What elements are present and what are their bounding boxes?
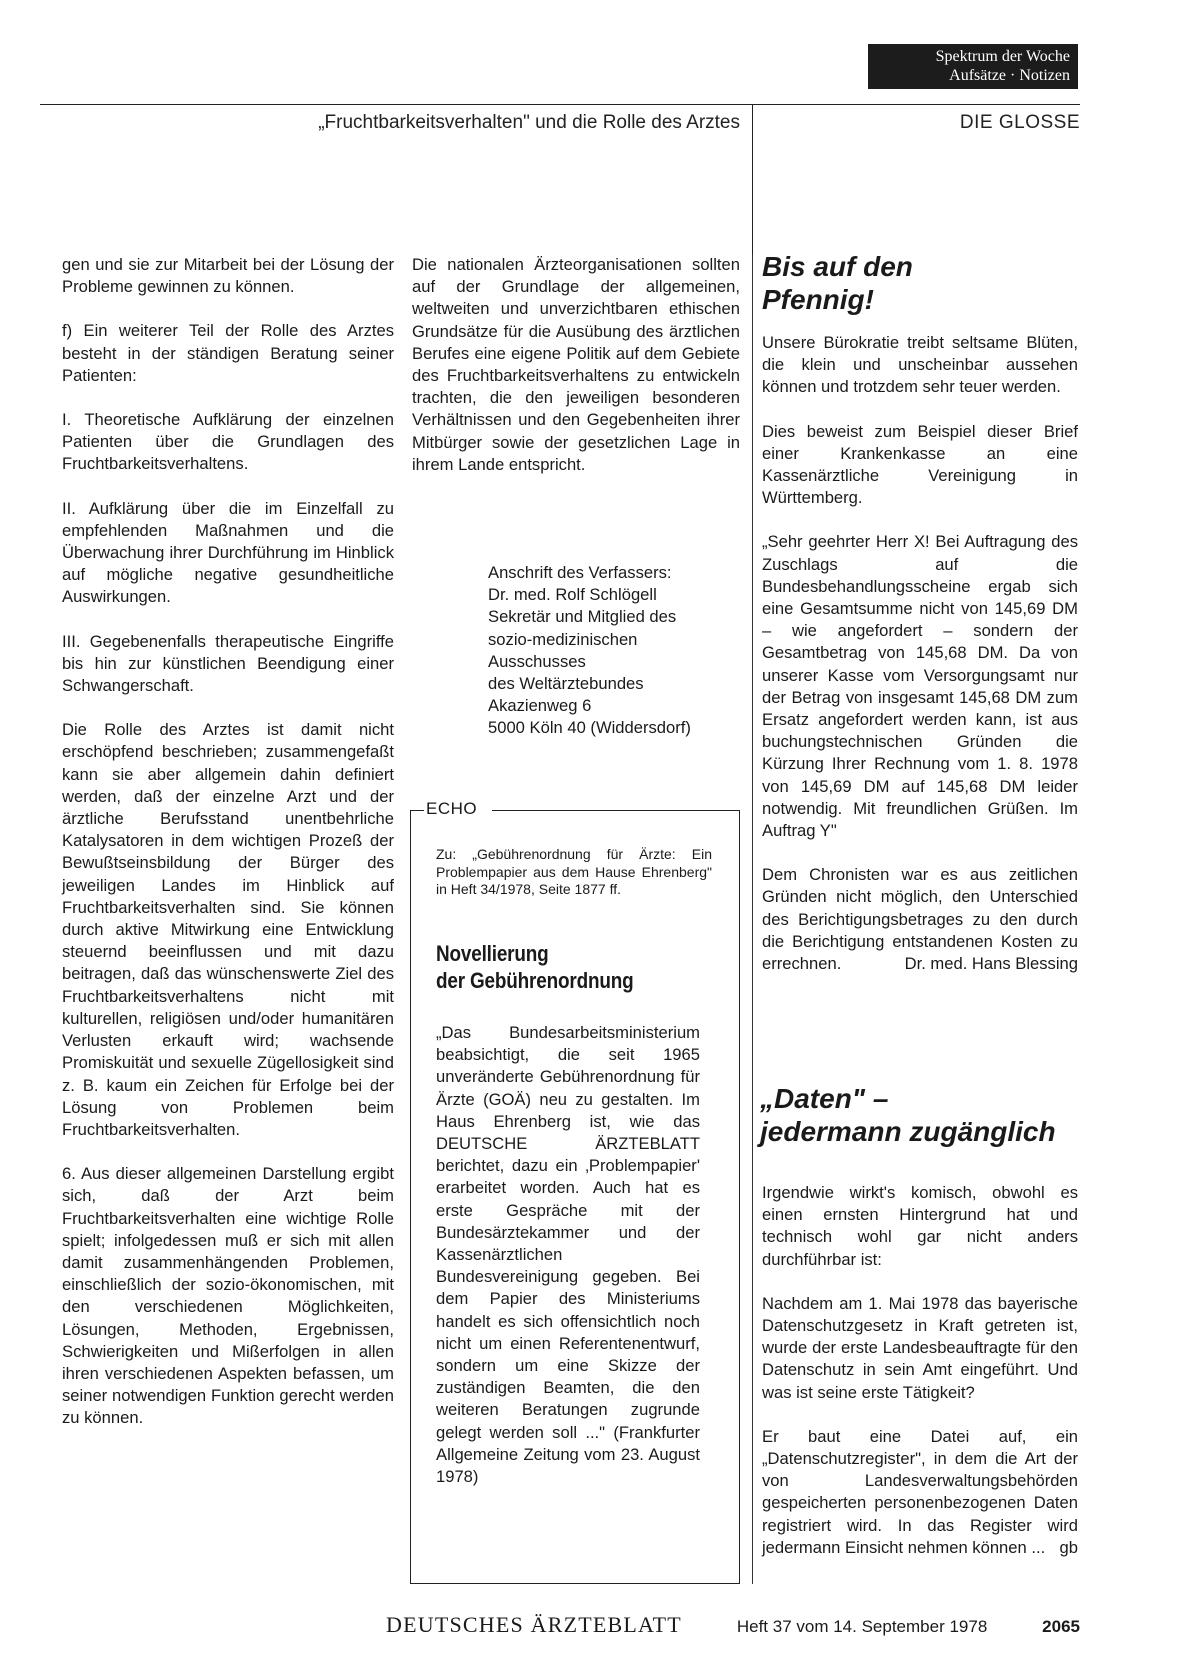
paragraph-text: Dem Chronisten war es aus zeitlichen Gründen nicht möglich, den Unterschied des Berichtigungsbetrages zu den durch die Berichtigung entstandenen Kosten zu errechnen. <box>762 865 1078 974</box>
paragraph: Die nationalen Ärzteorganisationen sollten auf der Grundlage der allgemeinen, weltweiten und unverzichtbaren ethischen Grundsätze für die Ausübung des ärztlichen Berufes eine eigene Politik auf dem Gebiete des Fruchtbarkeitsverhaltens zu entwickeln trachten, die den jeweiligen besonderen Verhältnissen und den Gegebenheiten ihrer Mitbürger sowie der gesetzlichen Lage in ihrem Lande entspricht. <box>412 255 740 474</box>
glosse-heading-line: „Daten" – <box>760 1083 889 1114</box>
paragraph: f) Ein weiterer Teil der Rolle des Arztes besteht in der ständigen Beratung seiner Patienten: <box>62 321 394 385</box>
echo-reference: Zu: „Gebührenordnung für Ärzte: Ein Problempapier aus dem Hause Ehrenberg" in Heft 34/1978, Seite 1877 ff. <box>436 846 712 897</box>
paragraph: gen und sie zur Mitarbeit bei der Lösung der Probleme gewinnen zu können. <box>62 255 394 297</box>
header-column-divider <box>752 104 753 254</box>
echo-box-top-rule <box>492 810 740 811</box>
header-rule <box>40 104 1080 105</box>
badge-line-1: Spektrum der Woche <box>935 48 1070 65</box>
paragraph: I. Theoretische Aufklärung der einzelnen Patienten über die Grundlagen des Fruchtbarkeitsverhaltens. <box>62 410 394 474</box>
glosse-2-body <box>762 1182 1078 1581</box>
echo-heading <box>436 940 685 994</box>
issue-info: Heft 37 vom 14. September 1978 <box>736 1617 988 1636</box>
address-line: Sekretär und Mitglied des <box>488 607 677 627</box>
address-line: Dr. med. Rolf Schlögell <box>488 585 657 605</box>
paragraph: Irgendwie wirkt's komisch, obwohl es einen ernsten Hintergrund hat und technisch wohl gar nicht anders durchführbar ist: <box>762 1183 1078 1269</box>
author-signature: gb <box>1059 1537 1078 1557</box>
section-title: DIE GLOSSE <box>959 112 1080 133</box>
address-line: 5000 Köln 40 (Widdersdorf) <box>488 718 691 738</box>
paragraph-text: Er baut eine Datei auf, ein „Datenschutzregister", in dem die Art der von Landesverwaltungsbehörden gespeicherten personenbezogenen Daten registriert wird. In das Register wird jedermann Einsicht nehmen können ... <box>762 1426 1078 1557</box>
column-divider <box>752 254 753 1584</box>
paragraph: III. Gegebenenfalls therapeutische Eingriffe bis hin zur künstlichen Beendigung einer Schwangerschaft. <box>62 631 394 696</box>
address-line: Akazienweg 6 <box>488 696 592 716</box>
paragraph: Die Rolle des Arztes ist damit nicht erschöpfend beschrieben; zusammengefaßt kann sie aber allgemein dahin definiert werden, daß der einzelne Arzt und der ärztliche Berufsstand unentbehrliche Katalysatoren in dem wichtigen Prozeß der Bewußtseinsbildung der Bürger des jeweiligen Landes im Hinblick auf Fruchtbarkeitsverhalten sind. Sie können durch aktive Mitwirkung eine Entwicklung steuernd beeinflussen und mit dazu beitragen, daß das wünschenswerte Ziel des Fruchtbarkeitsverhaltens nicht mit kulturellen, religiösen und/oder humanitären Verlusten erkauft wird; wachsende Promiskuität und sexuelle Zügellosigkeit sind z. B. kaum ein Zeichen für Erfolge bei der Lösung von Problemen beim Fruchtbarkeitsverhalten. <box>62 720 394 1139</box>
paragraph: Unsere Bürokratie treibt seltsame Blüten, die klein und unscheinbar aussehen können und trotzdem sehr teuer werden. <box>762 333 1078 397</box>
glosse-2-heading <box>760 1082 1080 1148</box>
section-badge <box>868 44 1078 89</box>
glosse-1-body <box>762 332 1078 997</box>
paragraph: 6. Aus dieser allgemeinen Darstellung ergibt sich, daß der Arzt beim Fruchtbarkeitsverhalten eine wichtige Rolle spielt; infolgedessen muß er sich mit allen damit zusammenhängenden Problemen, einschließlich der sozio-ökonomischen, mit den verschiedenen Möglichkeiten, Lösungen, Methoden, Ergebnissen, Schwierigkeiten und Mißerfolgen in allen ihren verschiedenen Aspekten befassen, um seiner notwendigen Funktion gerecht werden zu können. <box>62 1164 394 1428</box>
paragraph <box>762 864 1078 975</box>
echo-box-top-rule <box>410 810 424 811</box>
glosse-1-heading <box>762 250 1072 316</box>
article-column-2 <box>412 254 740 498</box>
page-footer <box>386 1612 1080 1638</box>
glosse-heading-line: Bis auf den <box>762 251 913 282</box>
echo-heading-line: Novellierung <box>436 941 549 966</box>
address-line: des Weltärztebundes <box>488 674 644 694</box>
journal-name: DEUTSCHES ÄRZTEBLATT <box>386 1612 682 1637</box>
echo-text: „Das Bundesarbeitsministerium beabsichtigt, die seit 1965 unveränderte Gebührenordnung für Ärzte (GOÄ) neu zu gestalten. Im Haus Ehrenberg ist, wie das DEUTSCHE ÄRZTEBLATT berichtet, dazu ein ‚Problempapier' erarbeitet worden. Auch hat es erste Gespräche mit der Bundesärztekammer und der Kassenärztlichen Bundesvereinigung gegeben. Bei dem Papier des Ministeriums handelt es sich offensichtlich noch nicht um einen Referentenentwurf, sondern um eine Skizze der zuständigen Beamten, die den weiteren Beratungen zugrunde gelegt werden soll ..." (Frankfurter Allgemeine Zeitung vom 23. August 1978) <box>436 1023 700 1487</box>
paragraph <box>762 1426 1078 1559</box>
author-address <box>488 562 748 740</box>
echo-label: ECHO <box>426 799 478 818</box>
page-number: 2065 <box>1042 1617 1080 1636</box>
paragraph: „Sehr geehrter Herr X! Bei Auftragung des Zuschlags auf die Bundesbehandlungsscheine ergab sich eine Gesamtsumme nicht von 145,69 DM – wie angefordert – sondern der Gesamtbetrag von 145,68 DM. Da von unserer Kasse vom Versorgungsamt nur der Betrag von insgesamt 145,68 DM zum Ersatz angefordert werden kann, ist aus buchungstechnischen Gründen die Kürzung Ihrer Rechnung vom 1. 8. 1978 von 145,69 DM auf 145,68 DM leider notwendig. Mit freundlichen Grüßen. Im Auftrag Y" <box>762 532 1078 841</box>
article-title: „Fruchtbarkeitsverhalten" und die Rolle des Arztes <box>318 112 740 133</box>
address-line: Anschrift des Verfassers: <box>488 563 672 582</box>
glosse-heading-line: Pfennig! <box>762 284 874 315</box>
paragraph: Nachdem am 1. Mai 1978 das bayerische Datenschutzgesetz in Kraft getreten ist, wurde der erste Landesbeauftragte für den Datenschutz in sein Amt eingeführt. Und was ist seine erste Tätigkeit? <box>762 1293 1078 1402</box>
article-column-1 <box>62 254 394 1452</box>
glosse-heading-line: jedermann zugänglich <box>760 1116 1056 1147</box>
badge-line-2: Aufsätze · Notizen <box>949 67 1070 84</box>
paragraph: II. Aufklärung über die im Einzelfall zu empfehlenden Maßnahmen und die Überwachung ihrer Durchführung im Hinblick auf mögliche negative gesundheitliche Auswirkungen. <box>62 498 394 607</box>
address-line: Ausschusses <box>488 651 586 671</box>
paragraph: Dies beweist zum Beispiel dieser Brief einer Krankenkasse an eine Kassenärztliche Vereinigung in Württemberg. <box>762 421 1078 508</box>
echo-heading-line: der Gebührenordnung <box>436 968 634 993</box>
address-line: sozio-medizinischen <box>488 629 638 649</box>
author-signature: Dr. med. Hans Blessing <box>904 954 1078 974</box>
